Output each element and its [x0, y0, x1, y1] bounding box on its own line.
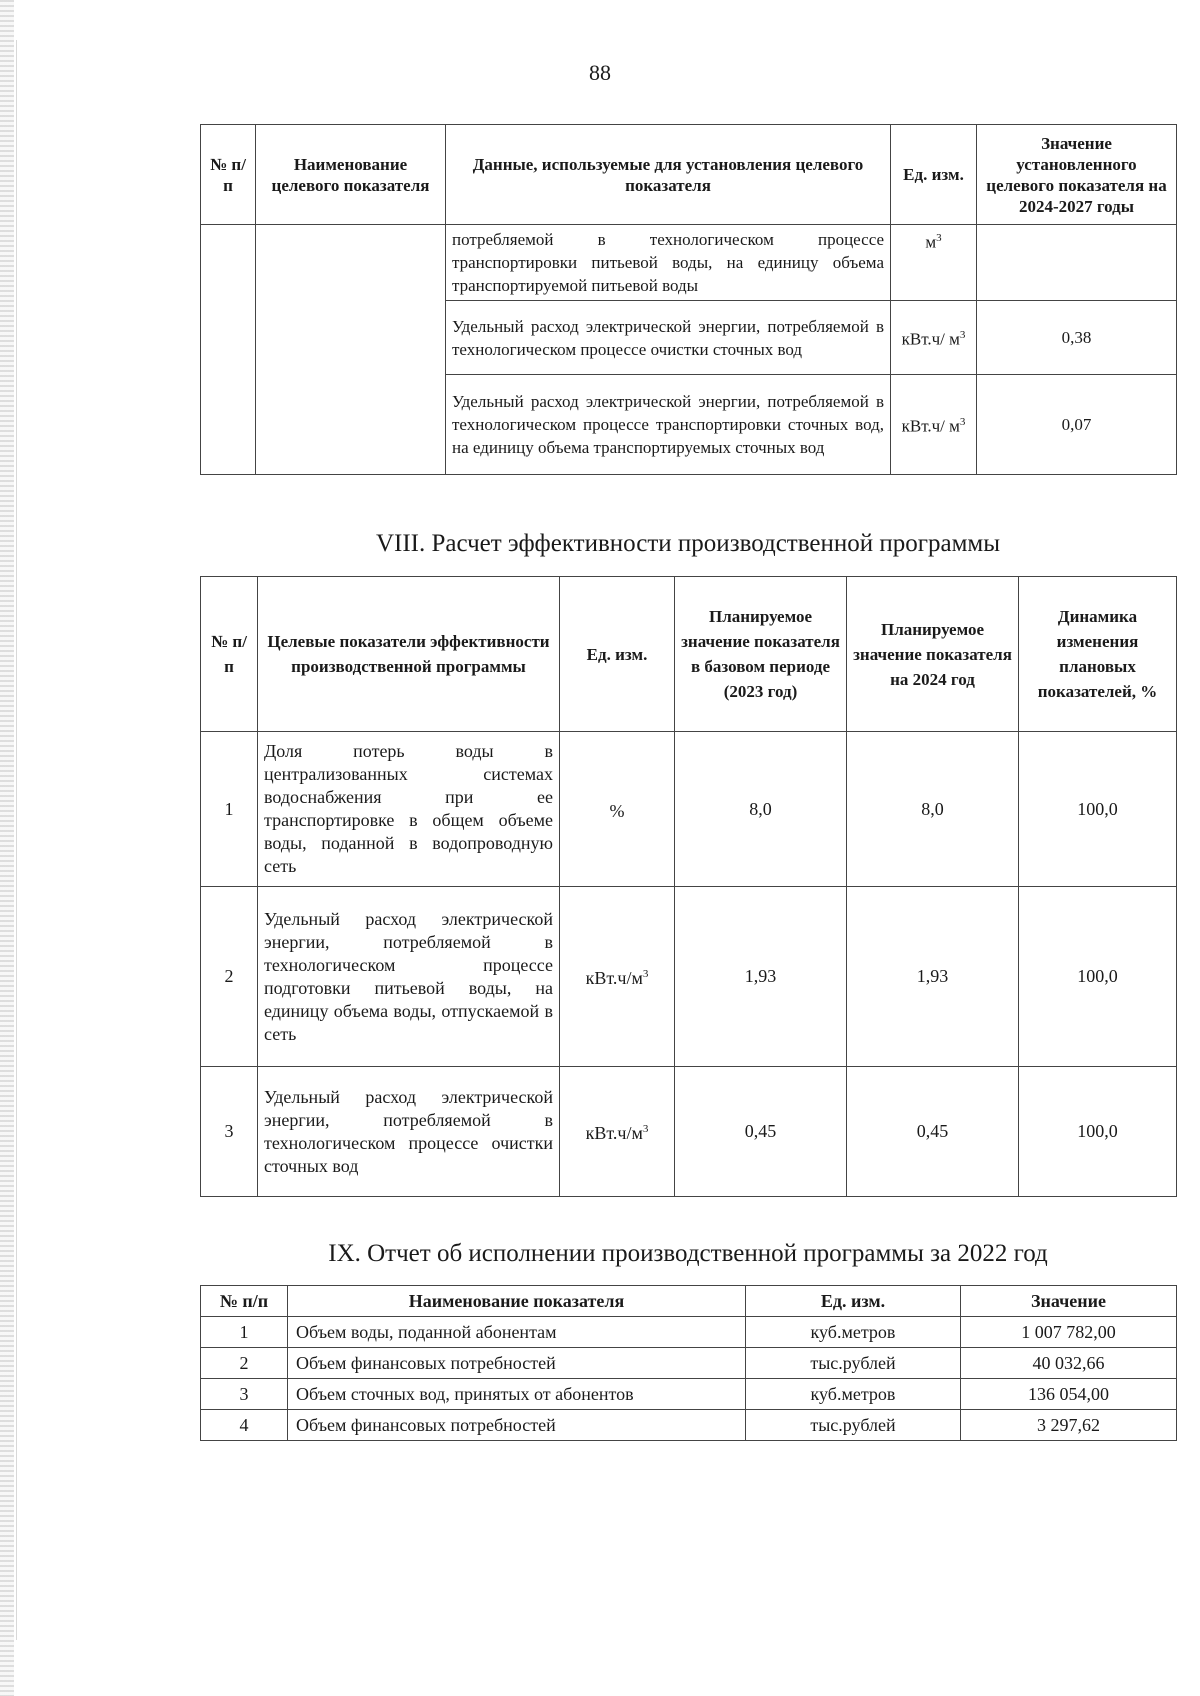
data-cell: Удельный расход электрической энергии, потребляемой в технологическом процессе очистки сточных вод	[446, 301, 891, 375]
data-cell: Удельный расход электрической энергии, потребляемой в технологическом процессе транспортировки сточных вод, на единицу объема транспортируемых сточных вод	[446, 375, 891, 475]
base-value-cell: 8,0	[675, 732, 847, 887]
efficiency-table	[200, 576, 1177, 1197]
unit-cell: кВт.ч/ $м^3$	[891, 375, 977, 475]
dynamics-cell: 100,0	[1019, 1067, 1177, 1197]
num-cell: 3	[201, 1067, 258, 1197]
dynamics-cell: 100,0	[1019, 732, 1177, 887]
value-cell	[977, 225, 1177, 301]
header-name: Наименование целевого показателя	[256, 125, 446, 225]
name-cell: Удельный расход электрической энергии, потребляемой в технологическом процессе подготовки питьевой воды, на единицу объема воды, отпускаемой в сеть	[258, 887, 560, 1067]
num-cell	[201, 225, 256, 475]
unit-cell: %	[560, 732, 675, 887]
name-cell: Доля потерь воды в централизованных системах водоснабжения при ее транспортировке в общем объеме воды, поданной в водопроводную сеть	[258, 732, 560, 887]
unit-cell: тыс.рублей	[746, 1348, 961, 1379]
num-cell: 3	[201, 1379, 288, 1410]
value-cell: 136 054,00	[961, 1379, 1177, 1410]
header-num: № п/п	[201, 1286, 288, 1317]
plan-value-cell: 1,93	[847, 887, 1019, 1067]
header-base: Планируемое значение показателя в базовом периоде (2023 год)	[675, 577, 847, 732]
section-title-efficiency: VIII. Расчет эффективности производственной программы	[375, 530, 1001, 557]
plan-value-cell: 8,0	[847, 732, 1019, 887]
header-dynamics: Динамика изменения плановых показателей, %	[1019, 577, 1177, 732]
table-row	[201, 1348, 1177, 1379]
base-value-cell: 0,45	[675, 1067, 847, 1197]
base-value-cell: 1,93	[675, 887, 847, 1067]
target-indicators-table	[200, 124, 1177, 475]
unit-cell: куб.метров	[746, 1379, 961, 1410]
num-cell: 2	[201, 887, 258, 1067]
value-cell: 40 032,66	[961, 1348, 1177, 1379]
header-plan: Планируемое значение показателя на 2024 год	[847, 577, 1019, 732]
header-unit: Ед. изм.	[891, 125, 977, 225]
unit-cell: $м^3$	[891, 225, 977, 301]
section-title-report: IX. Отчет об исполнении производственной программы за 2022 год	[328, 1240, 1048, 1267]
header-value: Значение	[961, 1286, 1177, 1317]
dynamics-cell: 100,0	[1019, 887, 1177, 1067]
name-cell: Объем финансовых потребностей	[288, 1410, 746, 1441]
table-row	[201, 1379, 1177, 1410]
header-num: № п/п	[201, 577, 258, 732]
name-cell: Удельный расход электрической энергии, потребляемой в технологическом процессе очистки сточных вод	[258, 1067, 560, 1197]
value-cell: 1 007 782,00	[961, 1317, 1177, 1348]
num-cell: 4	[201, 1410, 288, 1441]
unit-cell: куб.метров	[746, 1317, 961, 1348]
page-number: 88	[589, 60, 611, 85]
unit-cell: $кВт.ч/м^3$	[560, 1067, 675, 1197]
data-cell: потребляемой в технологическом процессе транспортировки питьевой воды, на единицу объема транспортируемой питьевой воды	[446, 225, 891, 301]
header-value: Значение установленного целевого показателя на 2024-2027 годы	[977, 125, 1177, 225]
header-unit: Ед. изм.	[560, 577, 675, 732]
num-cell: 1	[201, 1317, 288, 1348]
name-cell: Объем финансовых потребностей	[288, 1348, 746, 1379]
header-num: № п/п	[201, 125, 256, 225]
num-cell: 2	[201, 1348, 288, 1379]
name-cell: Объем сточных вод, принятых от абонентов	[288, 1379, 746, 1410]
plan-value-cell: 0,45	[847, 1067, 1019, 1197]
report-table	[200, 1285, 1177, 1441]
table-row	[201, 887, 1177, 1067]
scan-edge	[0, 0, 14, 1696]
scan-edge-line	[16, 40, 17, 1640]
table-row	[201, 1067, 1177, 1197]
header-data: Данные, используемые для установления целевого показателя	[446, 125, 891, 225]
value-cell: 0,38	[977, 301, 1177, 375]
unit-cell: кВт.ч/ $м^3$	[891, 301, 977, 375]
table-row	[201, 732, 1177, 887]
header-unit: Ед. изм.	[746, 1286, 961, 1317]
name-cell	[256, 225, 446, 475]
table-row	[201, 1410, 1177, 1441]
name-cell: Объем воды, поданной абонентам	[288, 1317, 746, 1348]
unit-cell: тыс.рублей	[746, 1410, 961, 1441]
header-name: Наименование показателя	[288, 1286, 746, 1317]
value-cell: 0,07	[977, 375, 1177, 475]
table-row	[201, 1317, 1177, 1348]
header-name: Целевые показатели эффективности производственной программы	[258, 577, 560, 732]
table-row	[201, 225, 1177, 301]
table-header-row	[201, 125, 1177, 225]
table-header-row	[201, 577, 1177, 732]
unit-cell: $кВт.ч/м^3$	[560, 887, 675, 1067]
value-cell: 3 297,62	[961, 1410, 1177, 1441]
table-header-row	[201, 1286, 1177, 1317]
num-cell: 1	[201, 732, 258, 887]
